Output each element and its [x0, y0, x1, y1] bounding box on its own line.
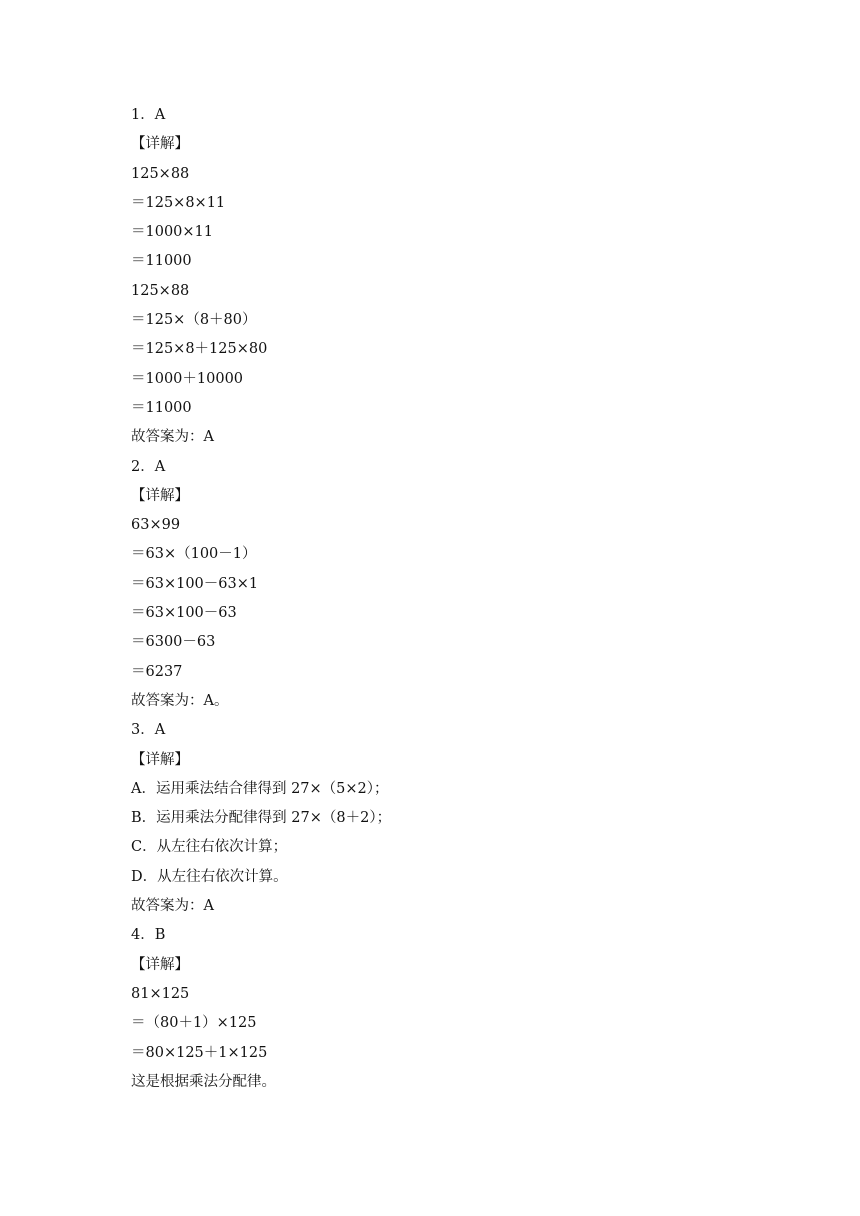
q1-step: 125×88 — [131, 165, 190, 182]
q1-step: ＝11000 — [131, 253, 192, 270]
q2-step: 63×99 — [131, 517, 181, 534]
q4-step: ＝80×125＋1×125 — [131, 1044, 268, 1061]
q2-step: ＝63×100－63 — [131, 605, 237, 622]
q3-conclusion: 故答案为：A — [131, 898, 214, 915]
q1-step: ＝1000×11 — [131, 224, 214, 241]
q1-answer: 1．A — [131, 107, 166, 123]
q4-answer: 4．B — [131, 927, 166, 944]
q2-step: ＝6300－63 — [131, 634, 216, 651]
q1-explanation-heading: 【详解】 — [131, 136, 189, 153]
q4-conclusion: 这是根据乘法分配律。 — [131, 1073, 276, 1090]
q2-step: ＝63×（100－1） — [131, 546, 257, 563]
q1-step: ＝125×8×11 — [131, 194, 226, 211]
q1-step: ＝11000 — [131, 399, 192, 416]
q4-explanation-heading: 【详解】 — [131, 956, 189, 973]
q3-option-d: D．从左往右依次计算。 — [131, 868, 288, 885]
q1-step: ＝125×（8＋80） — [131, 312, 257, 329]
q3-option-b: B．运用乘法分配律得到 27×（8＋2）； — [131, 810, 392, 827]
q1-step: 125×88 — [131, 282, 190, 299]
q2-conclusion: 故答案为：A。 — [131, 692, 229, 709]
q3-option-c: C．从左往右依次计算； — [131, 839, 288, 856]
q2-explanation-heading: 【详解】 — [131, 487, 189, 504]
q1-conclusion: 故答案为：A — [131, 429, 214, 446]
q2-step: ＝6237 — [131, 663, 183, 680]
q2-answer: 2．A — [131, 458, 166, 475]
q3-option-a: A．运用乘法结合律得到 27×（5×2）； — [131, 780, 389, 797]
q2-step: ＝63×100－63×1 — [131, 575, 259, 592]
q3-answer: 3．A — [131, 722, 166, 739]
answer-document — [131, 104, 771, 1100]
q1-step: ＝125×8＋125×80 — [131, 341, 268, 358]
q4-step: 81×125 — [131, 985, 190, 1002]
q1-step: ＝1000＋10000 — [131, 370, 244, 387]
q3-explanation-heading: 【详解】 — [131, 751, 189, 768]
q4-step: ＝（80＋1）×125 — [131, 1015, 257, 1032]
